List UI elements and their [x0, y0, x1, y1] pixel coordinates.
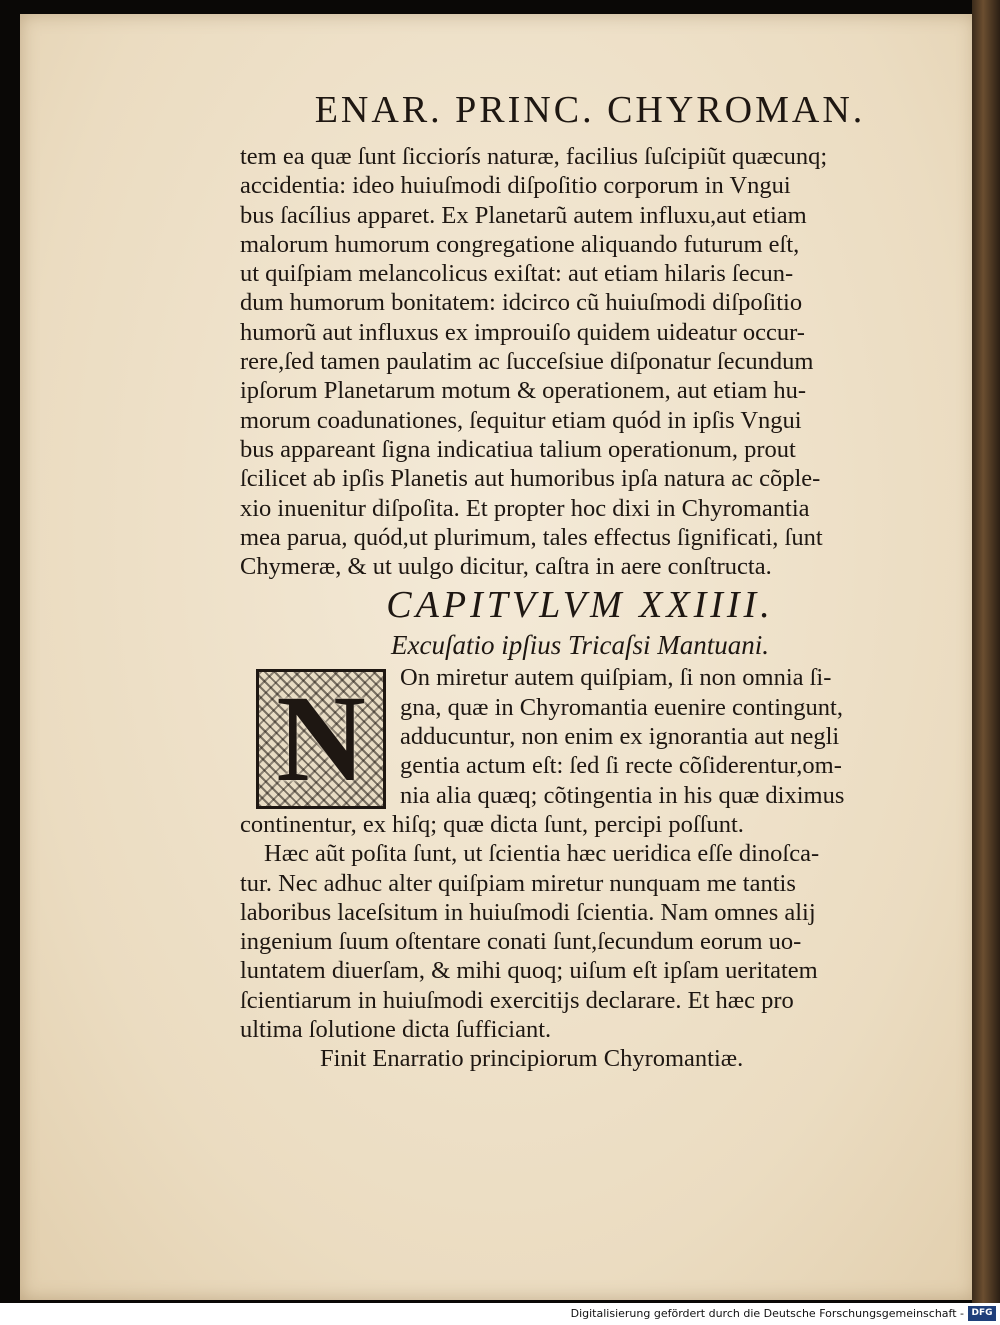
text-line: Chymeræ, & ut uulgo dicitur, caſtra in aere conſtructa.	[240, 553, 772, 581]
text-line: bus appareant ſigna indicatiua talium operationum, prout	[240, 435, 796, 463]
paragraph-3	[240, 839, 920, 1044]
text-line: gna, quæ in Chyromantia euenire contingunt,	[400, 693, 843, 721]
dfg-logo: DFG	[968, 1306, 996, 1321]
text-line: Hæc aũt poſita ſunt, ut ſcientia hæc ueridica eſſe dinoſca-	[264, 840, 820, 868]
text-line: adducuntur, non enim ex ignorantia aut negli	[400, 723, 840, 751]
text-line: On miretur autem quiſpiam, ſi non omnia ſi-	[400, 664, 832, 692]
text-line: luntatem diuerſam, & mihi quoq; uiſum eſt ipſam ueritatem	[240, 957, 818, 985]
text-line: rere,ſed tamen paulatim ac ſucceſsiue diſponatur ſecundum	[240, 348, 814, 376]
text-line: malorum humorum congregatione aliquando futurum eſt,	[240, 230, 800, 258]
text-line: morum coadunationes, ſequitur etiam quód in ipſis Vngui	[240, 406, 802, 434]
initial-letter: N	[276, 670, 366, 808]
text-line: humorũ aut influxus ex improuiſo quidem uideatur occur-	[240, 318, 805, 346]
text-line: nia alia quæq; cõtingentia in his quæ diximus	[400, 781, 845, 809]
text-line: gentia actum eſt: ſed ſi recte cõſiderentur,om-	[400, 752, 842, 780]
text-line: tem ea quæ ſunt ſicciorís naturæ, facilius ſuſcipiũt quæcunq;	[240, 143, 828, 170]
chapter-title: CAPITVLVM XXIIII.	[386, 584, 774, 627]
finit-line: Finit Enarratio principiorum Chyromantiæ.	[320, 1045, 744, 1073]
text-line: ſcientiarum in huiuſmodi exercitijs declarare. Et hæc pro	[240, 986, 794, 1014]
text-line: ingenium ſuum oſtentare conati ſunt,ſecundum eorum uo-	[240, 928, 802, 956]
paragraph-2	[240, 663, 920, 839]
paragraph-1	[240, 142, 920, 581]
text-line: laboribus laceſsitum in huiuſmodi ſcientia. Nam omnes alij	[240, 898, 816, 926]
text-line: accidentia: ideo huiuſmodi diſpoſitio corporum in Vngui	[240, 172, 791, 200]
text-line: ultima ſolutione dicta ſufficiant.	[240, 1016, 552, 1044]
page-edge	[972, 0, 1000, 1303]
chapter-subtitle: Excuſatio ipſius Tricaſsi Mantuani.	[391, 630, 769, 661]
text-line: ſcilicet ab ipſis Planetis aut humoribus ipſa natura ac cõple-	[240, 465, 821, 493]
text-line: xio inuenitur diſpoſita. Et propter hoc dixi in Chyromantia	[240, 494, 810, 522]
text-line: dum humorum bonitatem: idcirco cũ huiuſmodi diſpoſitio	[240, 289, 803, 317]
footer-bar	[0, 1303, 1000, 1325]
text-line: continentur, ex hiſq; quæ dicta ſunt, percipi poſſunt.	[240, 810, 744, 838]
text-line: tur. Nec adhuc alter quiſpiam miretur nunquam me tantis	[240, 869, 796, 897]
text-line: bus ſacílius apparet. Ex Planetarũ autem influxu,aut etiam	[240, 201, 807, 229]
running-head: ENAR. PRINC. CHYROMAN.	[314, 89, 866, 131]
text-line: ut quiſpiam melancolicus exiſtat: aut etiam hilaris ſecun-	[240, 260, 794, 288]
text-line: ipſorum Planetarum motum & operationem, aut etiam hu-	[240, 377, 807, 405]
text-line: mea parua, quód,ut plurimum, tales effectus ſignificati, ſunt	[240, 523, 823, 551]
decorated-initial-letter	[256, 669, 386, 809]
text-block	[240, 84, 920, 1074]
digitization-credit: Digitalisierung gefördert durch die Deutsche Forschungsgemeinschaft -	[570, 1307, 964, 1320]
